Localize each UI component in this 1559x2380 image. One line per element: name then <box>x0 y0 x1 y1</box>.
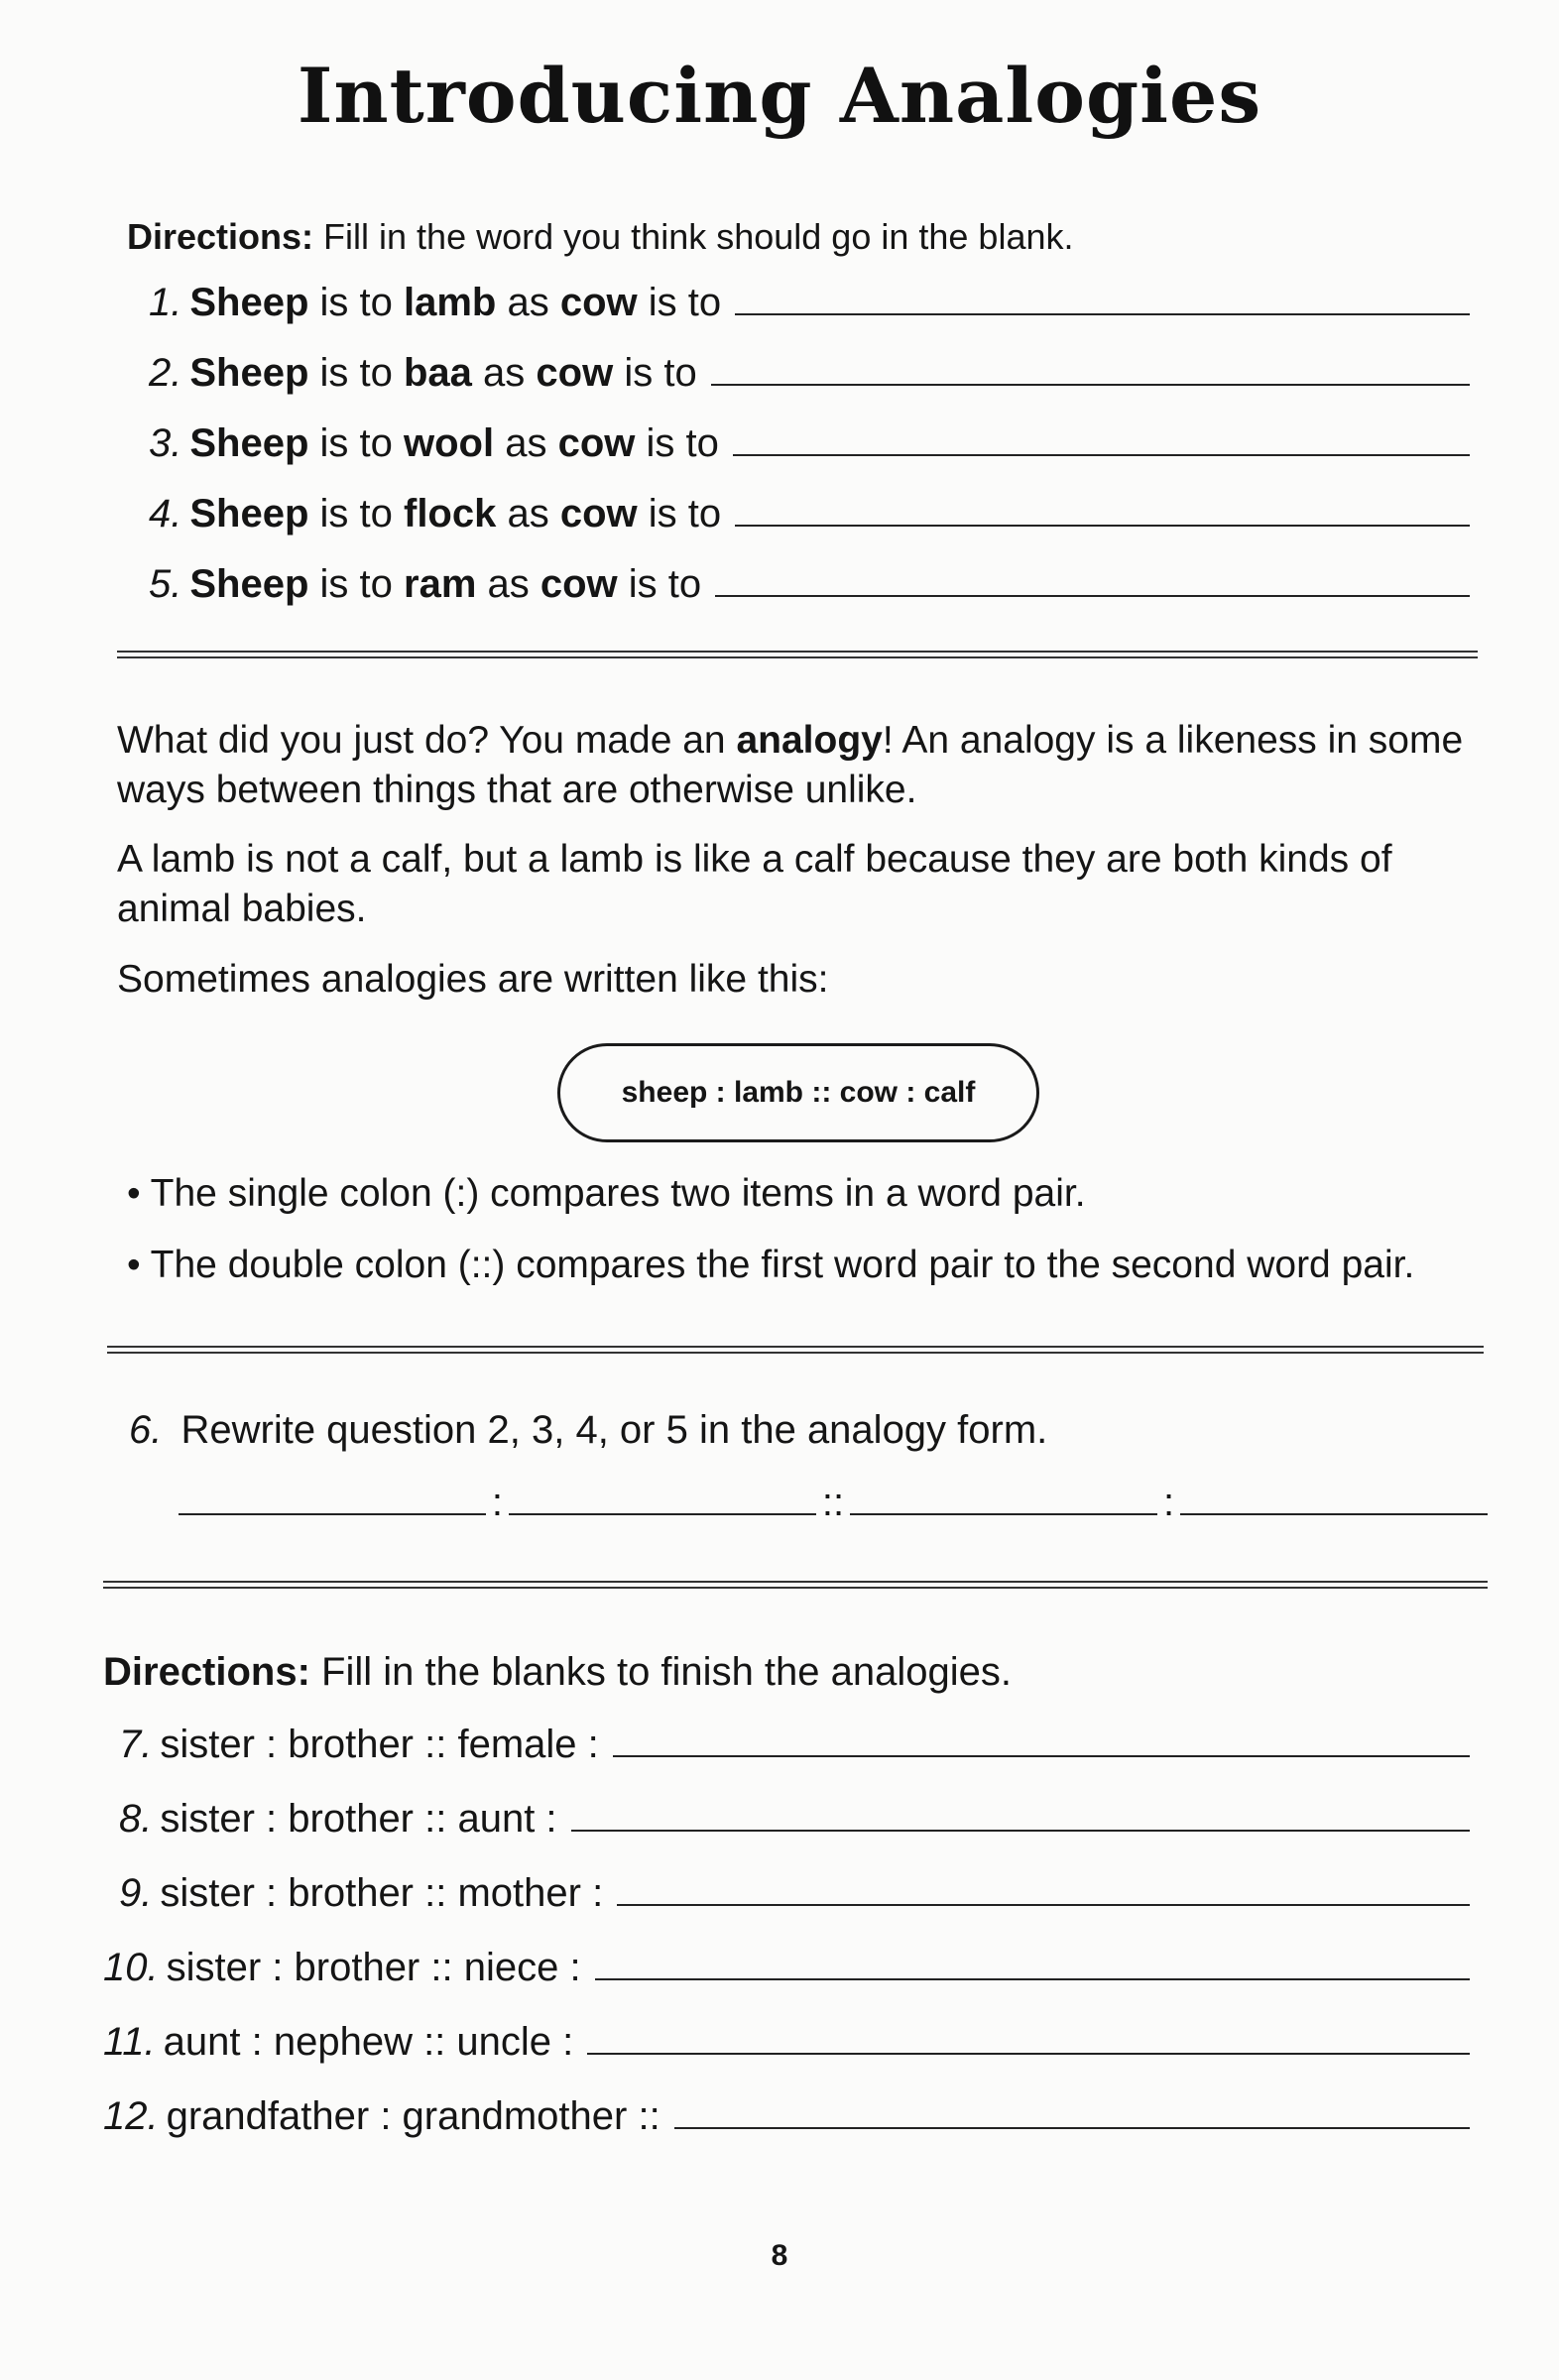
section-divider <box>107 1346 1484 1354</box>
bullet-icon: • <box>127 1172 141 1215</box>
word-a: Sheep <box>189 421 309 465</box>
single-colon: : <box>491 1481 503 1524</box>
question-text: sister : brother :: mother : <box>160 1871 604 1915</box>
connector: as <box>494 421 558 465</box>
question-1 <box>149 266 1470 325</box>
explanation-paragraph-1 <box>117 716 1476 815</box>
section-divider <box>103 1581 1488 1589</box>
answer-blank-8[interactable] <box>571 1829 1470 1832</box>
answer-blank-9[interactable] <box>617 1903 1470 1906</box>
explanation-paragraph-2: A lamb is not a calf, but a lamb is like a calf because they are both kinds of animal babies. <box>117 838 1392 930</box>
question-2 <box>149 336 1470 396</box>
question-3 <box>149 407 1470 466</box>
word-a: Sheep <box>189 492 309 536</box>
bullet-item <box>127 1172 1086 1216</box>
answer-blank-4[interactable] <box>735 524 1470 527</box>
bullet-icon: • <box>127 1244 141 1286</box>
question-4 <box>149 477 1470 536</box>
analogy-blank-4[interactable] <box>1180 1513 1488 1515</box>
answer-blank-11[interactable] <box>587 2052 1470 2055</box>
question-number: 7. <box>119 1723 153 1766</box>
connector: is to <box>637 281 722 324</box>
connector: is to <box>637 492 722 536</box>
question-text: Rewrite question 2, 3, 4, or 5 in the analogy form. <box>170 1408 1048 1452</box>
question-5 <box>149 547 1470 607</box>
page-number: 8 <box>771 2239 788 2272</box>
question-text: sister : brother :: female : <box>160 1723 599 1766</box>
answer-blank-7[interactable] <box>613 1754 1470 1757</box>
analogy-example-box <box>557 1043 1039 1142</box>
question-number: 11. <box>103 2020 156 2064</box>
word-b: baa <box>404 351 472 395</box>
word-c: cow <box>559 492 638 536</box>
bullet-text: The double colon (::) compares the first word pair to the second word pair. <box>150 1244 1415 1286</box>
connector: is to <box>613 351 697 395</box>
bullet-text: The single colon (:) compares two items in a word pair. <box>150 1172 1086 1215</box>
question-12 <box>103 2080 1470 2139</box>
directions-text: Fill in the blanks to finish the analogies. <box>309 1650 1013 1694</box>
connector: as <box>471 351 537 395</box>
paragraph-text: ! An analogy is a likeness in some ways between things that are otherwise unlike. <box>117 719 1464 811</box>
answer-blank-3[interactable] <box>733 453 1470 456</box>
directions-label: Directions: <box>103 1650 310 1694</box>
analogy-blank-3[interactable] <box>850 1513 1157 1515</box>
connector: is to <box>308 562 404 606</box>
question-9 <box>119 1856 1470 1916</box>
explanation-paragraph-3: Sometimes analogies are written like this: <box>117 958 829 1001</box>
word-c: cow <box>557 421 636 465</box>
analogy-form-row <box>179 1476 1488 1525</box>
question-6 <box>129 1393 1470 1453</box>
question-number: 2. <box>149 351 182 395</box>
question-number: 10. <box>103 1946 159 1989</box>
single-colon: : <box>1162 1481 1175 1524</box>
question-11 <box>103 2005 1470 2065</box>
answer-blank-12[interactable] <box>674 2126 1470 2129</box>
connector: is to <box>308 281 404 324</box>
directions-text: Fill in the word you think should go in the blank. <box>313 216 1074 257</box>
page-title: Introducing Analogies <box>297 52 1262 140</box>
answer-blank-10[interactable] <box>595 1977 1470 1980</box>
analogy-example: sheep : lamb :: cow : calf <box>621 1076 976 1109</box>
word-b: wool <box>404 421 495 465</box>
question-number: 12. <box>103 2094 159 2138</box>
question-7 <box>119 1708 1470 1767</box>
double-colon: :: <box>821 1481 845 1524</box>
question-text: sister : brother :: aunt : <box>160 1797 557 1841</box>
connector: as <box>496 281 560 324</box>
analogy-blank-1[interactable] <box>179 1513 486 1515</box>
section-divider <box>117 651 1478 658</box>
bullet-item <box>127 1244 1414 1287</box>
answer-blank-5[interactable] <box>715 594 1470 597</box>
word-a: Sheep <box>189 351 309 395</box>
answer-blank-2[interactable] <box>711 383 1470 386</box>
question-8 <box>119 1782 1470 1842</box>
word-c: cow <box>536 351 614 395</box>
analogy-blank-2[interactable] <box>509 1513 816 1515</box>
word-b: ram <box>404 562 477 606</box>
question-text: sister : brother :: niece : <box>166 1946 581 1989</box>
question-number: 8. <box>119 1797 153 1841</box>
connector: is to <box>308 351 404 395</box>
word-b: lamb <box>404 281 497 324</box>
question-number: 5. <box>149 562 182 606</box>
word-c: cow <box>540 562 618 606</box>
connector: is to <box>308 421 404 465</box>
directions-2 <box>103 1650 1012 1695</box>
word-a: Sheep <box>189 562 309 606</box>
paragraph-text: What did you just do? You made an <box>117 719 737 762</box>
connector: as <box>496 492 560 536</box>
question-number: 6. <box>129 1408 163 1452</box>
question-number: 3. <box>149 421 182 465</box>
question-10 <box>103 1931 1470 1990</box>
question-text: grandfather : grandmother :: <box>166 2094 660 2138</box>
connector: is to <box>635 421 719 465</box>
word-c: cow <box>559 281 638 324</box>
question-number: 1. <box>149 281 182 324</box>
question-number: 9. <box>119 1871 153 1915</box>
answer-blank-1[interactable] <box>735 312 1470 315</box>
connector: as <box>476 562 540 606</box>
analogy-term: analogy <box>736 719 883 762</box>
word-b: flock <box>404 492 497 536</box>
question-text: aunt : nephew :: uncle : <box>163 2020 574 2064</box>
directions-label: Directions: <box>127 216 314 257</box>
connector: is to <box>617 562 702 606</box>
connector: is to <box>308 492 404 536</box>
word-a: Sheep <box>189 281 309 324</box>
question-number: 4. <box>149 492 182 536</box>
directions-1 <box>127 216 1074 258</box>
